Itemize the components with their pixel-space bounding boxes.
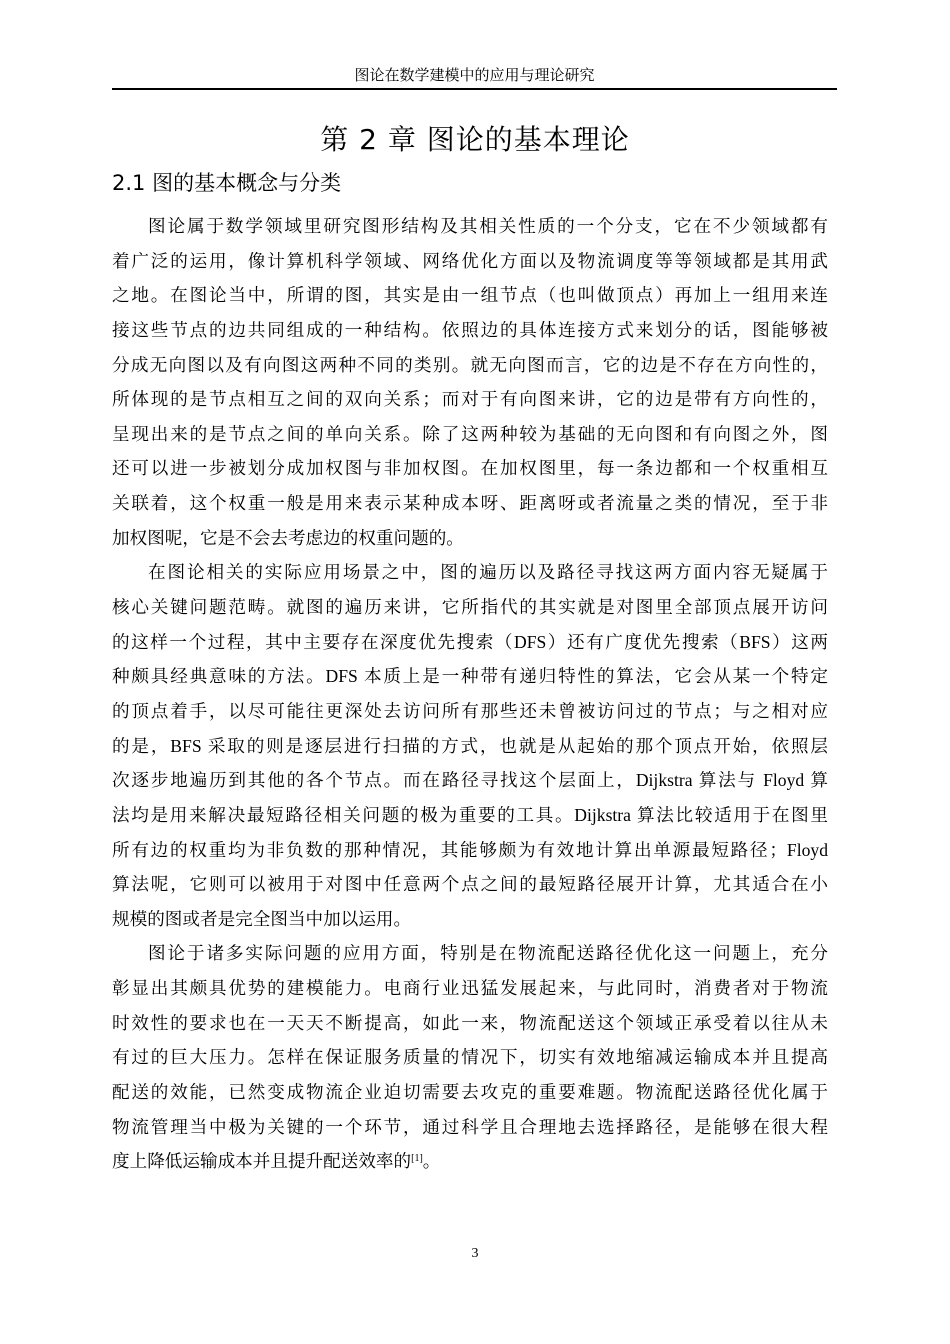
paragraph — [112, 936, 828, 1178]
text-line: 种颇具经典意味的方法。DFS 本质上是一种带有递归特性的算法，它会从某一个特定 — [112, 666, 828, 687]
running-header: 图论在数学建模中的应用与理论研究 — [354, 68, 595, 84]
text-line: 分成无向图以及有向图这两种不同的类别。就无向图而言，它的边是不存在方向性的， — [112, 354, 828, 375]
text-line: 还可以进一步被划分成加权图与非加权图。在加权图里，每一条边都和一个权重相互 — [112, 458, 828, 479]
text-line: 次逐步地遍历到其他的各个节点。而在路径寻找这个层面上，Dijkstra 算法与 Floyd 算 — [112, 770, 828, 791]
text-line: 之地。在图论当中，所谓的图，其实是由一组节点（也叫做顶点）再加上一组用来连 — [112, 285, 828, 306]
text-line: 关联着，这个权重一般是用来表示某种成本呀、距离呀或者流量之类的情况，至于非 — [112, 493, 828, 514]
text-line: 彰显出其颇具优势的建模能力。电商行业迅猛发展起来，与此同时，消费者对于物流 — [112, 978, 828, 999]
text-line: 所有边的权重均为非负数的那种情况，其能够颇为有效地计算出单源最短路径；Floyd — [112, 839, 828, 860]
text-line: 着广泛的运用，像计算机科学领域、网络优化方面以及物流调度等等领域都是其用武 — [112, 250, 828, 271]
text-line: 图论于诸多实际问题的应用方面，特别是在物流配送路径优化这一问题上，充分 — [148, 943, 828, 964]
body-text — [112, 209, 828, 1179]
text-line: 呈现出来的是节点之间的单向关系。除了这两种较为基础的无向图和有向图之外，图 — [112, 423, 828, 444]
section-heading: 2.1 图的基本概念与分类 — [112, 171, 342, 195]
text-line: 所体现的是节点相互之间的双向关系；而对于有向图来讲，它的边是带有方向性的， — [112, 389, 828, 410]
text-line: 在图论相关的实际应用场景之中，图的遍历以及路径寻找这两方面内容无疑属于 — [148, 562, 828, 583]
line-end-punctuation: 。 — [422, 1151, 441, 1172]
text-line: 核心关键问题范畴。就图的遍历来讲，它所指代的其实就是对图里全部顶点展开访问 — [112, 597, 828, 618]
text-line: 的顶点着手，以尽可能往更深处去访问所有那些还未曾被访问过的节点；与之相对应 — [112, 700, 828, 721]
citation-reference[interactable]: [1] — [411, 1153, 423, 1165]
paragraph — [112, 209, 828, 555]
text-line: 规模的图或者是完全图当中加以运用。 — [112, 908, 412, 929]
page-number: 3 — [471, 1246, 479, 1261]
text-line: 配送的效能，已然变成物流企业迫切需要去攻克的重要难题。物流配送路径优化属于 — [112, 1082, 828, 1103]
text-line: 有过的巨大压力。怎样在保证服务质量的情况下，切实有效地缩减运输成本并且提高 — [112, 1047, 828, 1068]
header-rule — [112, 88, 837, 90]
text-line: 的这样一个过程，其中主要存在深度优先搜索（DFS）还有广度优先搜索（BFS）这两 — [112, 631, 828, 652]
text-line: 图论属于数学领域里研究图形结构及其相关性质的一个分支，它在不少领域都有 — [148, 216, 828, 236]
text-line: 加权图呢，它是不会去考虑边的权重问题的。 — [112, 527, 464, 548]
text-line: 算法呢，它则可以被用于对图中任意两个点之间的最短路径展开计算，尤其适合在小 — [112, 874, 828, 895]
paragraph — [112, 555, 828, 936]
text-line: 接这些节点的边共同组成的一种结构。依照边的具体连接方式来划分的话，图能够被 — [112, 319, 828, 340]
text-line: 物流管理当中极为关键的一个环节，通过科学且合理地去选择路径，是能够在很大程 — [112, 1116, 828, 1137]
text-line — [112, 1144, 828, 1179]
text-line: 时效性的要求也在一天天不断提高，如此一来，物流配送这个领域正承受着以往从未 — [112, 1012, 828, 1033]
text-line: 的是，BFS 采取的则是逐层进行扫描的方式，也就是从起始的那个顶点开始，依照层 — [112, 735, 828, 756]
text-line: 法均是用来解决最短路径相关问题的极为重要的工具。Dijkstra 算法比较适用于在图里 — [112, 804, 828, 825]
line-text: 度上降低运输成本并且提升配送效率的 — [112, 1151, 412, 1172]
chapter-title: 第 2 章 图论的基本理论 — [320, 123, 630, 156]
